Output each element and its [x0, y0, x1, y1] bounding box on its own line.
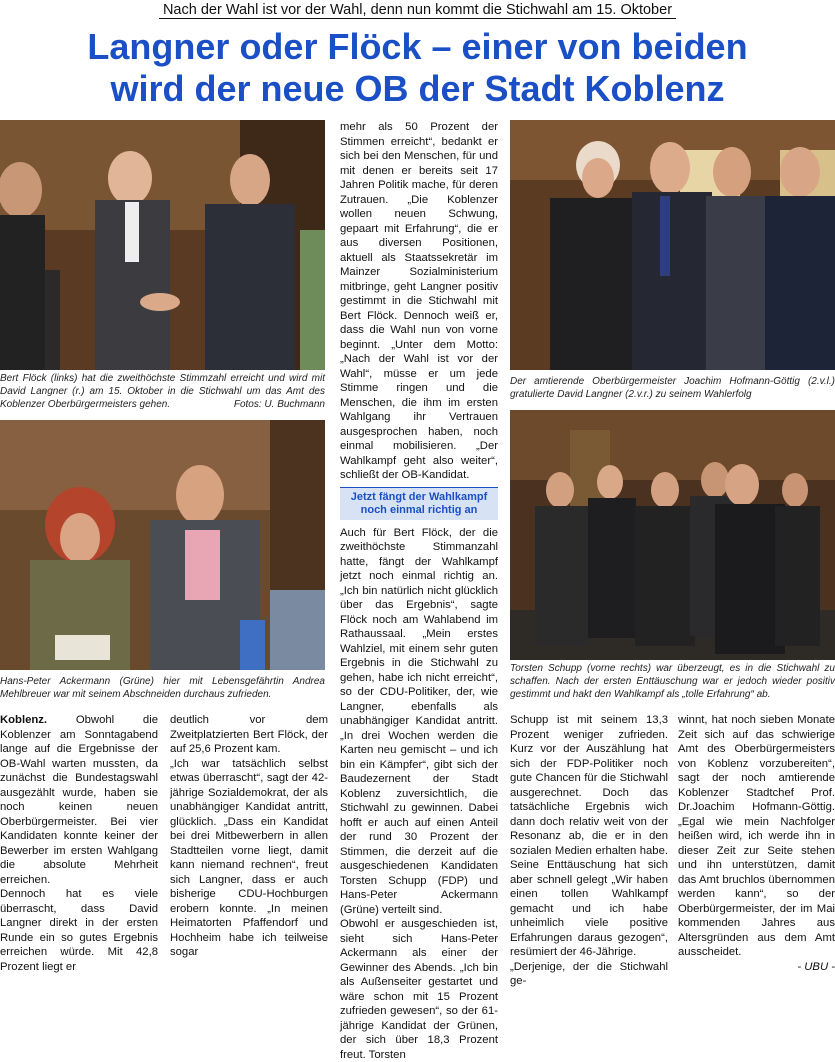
photo-schupp-group	[510, 410, 835, 660]
caption-photo-1: Bert Flöck (links) hat die zweithöchste Stimmzahl erreicht und wird mit David Langner (r.) am 15. Oktober in die Stichwahl um das Amt des Koblenzer Oberbürgermeisters gehen. Fotos: U. Buchmann	[0, 373, 325, 410]
photo-credit: Fotos: U. Buchmann	[233, 399, 325, 410]
middle-paragraph-3: Obwohl er ausgeschieden ist, sieht sich Hans-Peter Ackermann als einer der Gewinner des Abends. „Ich bin als Außenseiter gestartet und wäre schon mit 15 Prozent zufrieden gewesen“, so der 61-jährige Kandidat der Grünen, der sich über 18,3 Prozent freut. Torsten	[340, 918, 498, 1061]
photo-ackermann	[0, 420, 325, 670]
caption-photo-2: Der amtierende Oberbürgermeister Joachim Hofmann-Göttig (2.v.l.) gratulierte David Langner (2.v.r.) zu seinem Wahlerfolg	[510, 376, 835, 400]
bottom-column-1: Koblenz. Obwohl die Koblenzer am Sonntagabend lange auf die Ergebnisse der OB-Wahl warten mussten, da zunächst die Bundestagswahl ausgezählt wurde, haben sie noch keinen neuen Oberbürgermeister. Bei vier Kandidaten konnte keiner der Bewerber im ersten Wahlgang die absolute Mehrheit erreichen. Dennoch hat es viele überrascht, dass David Langner direkt in der ersten Runde ein so gutes Ergebnis erreichen würde. Mit 42,8 Prozent liegt er	[0, 714, 158, 973]
headline: Langner oder Flöck – einer von beiden wird der neue OB der Stadt Koblenz	[87, 26, 748, 109]
bottom-column-4: winnt, hat noch sieben Monate Zeit sich auf das schwierige Amt des Oberbürgermeisters von Koblenz vorzubereiten“, sagt der noch amtierende Koblenzer Stadtchef Prof. Dr.Joachim Hofmann-Göttig. „Egal wie mein Nachfolger heißen wird, ich werde ihn in dieser Zeit zur Seite stehen und ihn unterstützen, damit das Amt bruchlos übernommen werden kann“, so der Oberbürgermeister, der im Mai kommenden Jahres aus Altersgründen aus dem Amt ausscheidet. - UBU -	[678, 714, 835, 973]
photo-handshake	[0, 120, 325, 370]
bottom-column-3: Schupp ist mit seinem 13,3 Prozent weniger zufrieden. Kurz vor der Auszählung hat sich der FDP-Politiker noch gute Chancen für die Stichwahl ausgerechnet. Doch das tatsächliche Ergebnis wich dann doch relativ weit von der Resonanz ab, die er in den sozialen Medien erhalten habe. Seine Enttäuschung hat sich aber schnell gelegt „Wir haben einen tollen Wahlkampf gemacht und ich habe unheimlich viele positive Erfahrungen daraus gezogen“, resümiert der 46-Jährige. „Derjenige, der die Stichwahl ge-	[510, 714, 668, 987]
middle-paragraph-1: mehr als 50 Prozent der Stimmen erreicht“, bedankt er sich bei den Menschen, für und mit denen er bereits seit 17 Jahren Politik mache, für deren Zutrauen. „Die Koblenzer wollen neuen Schwung, gepaart mit Erfahrung“, die er aus diversen Positionen, aktuell als Staatssekretär im Mainzer Sozialministerium mitbringe, geht Langner positiv gestimmt in die Stichwahl mit Bert Flöck. Dennoch weiß er, dass die Wahl nun von vorne beginnt. „Unter dem Motto: „Nach der Wahl ist vor der Wahl“, müsse er um jede Stimme ringen und die Menschen, die ihm im ersten Wahlgang ihr Vertrauen ausgesprochen haben, noch einmal mobilisieren. „Der Wahlkampf geht also weiter“, schließt der OB-Kandidat.	[340, 121, 498, 481]
dateline: Koblenz.	[0, 714, 48, 726]
author-signature: - UBU -	[797, 960, 835, 973]
bottom-column-2: deutlich vor dem Zweitplatzierten Bert Flöck, der auf 25,6 Prozent kam. „Ich war tatsächlich selbst etwas überrascht“, sagt der 42-jährige Sozialdemokrat, der als unabhängiger Kandidat antritt, glücklich. „Dass ein Kandidat bei drei Mitbewerbern in allen Stadtteilen vorne liegt, damit kann niemand rechnen“, freut sich Langner, dass er auch bisherige CDU-Hochburgen erobern konnte. „In meinen Heimatorten Pfaffendorf und Hochheim habe ich teilweise sogar	[170, 714, 328, 958]
photo-group-four	[510, 120, 835, 370]
caption-photo-4: Torsten Schupp (vorne rechts) war überzeugt, es in die Stichwahl zu schaffen. Nach der ersten Enttäuschung war er jedoch wieder positiv gestimmt und hakt den Wahlkampf als „tolle Erfahrung“ ab.	[510, 663, 835, 700]
middle-column	[340, 120, 498, 1062]
subheading: Jetzt fängt der Wahlkampf noch einmal richtig an	[340, 487, 498, 520]
middle-paragraph-2: Auch für Bert Flöck, der die zweithöchste Stimmanzahl hatte, fängt der Wahlkampf jetzt noch einmal richtig an. „Ich bin natürlich nicht glücklich über das Ergebnis“, sagte Flöck noch am Wahlabend im Rathaussaal. „Mein erstes Wahlziel, mit einem sehr guten Ergebnis in die Stichwahl zu gehen, habe ich nicht erreicht“, so der CDU-Politiker, der, wie Langner, ebenfalls als unabhängiger Kandidat antritt. „In drei Wochen werden die Karten neu gemischt – und ich bin ein Kämpfer“, gibt sich der Baudezernent der Stadt Koblenz zuversichtlich, die Stichwahl zu gewinnen. Dabei hofft er auch auf einen Anteil der rund 30 Prozent der Stimmen, die derzeit auf die ausgeschiedenen Kandidaten Torsten Schupp (FDP) und Hans-Peter Ackermann (Grüne) verteilt sind.	[340, 526, 498, 916]
kicker-line: Nach der Wahl ist vor der Wahl, denn nun kommt die Stichwahl am 15. Oktober	[0, 2, 835, 18]
caption-photo-3: Hans-Peter Ackermann (Grüne) hier mit Lebensgefährtin Andrea Mehlbreuer war mit seinem Abschneiden durchaus zufrieden.	[0, 676, 325, 700]
